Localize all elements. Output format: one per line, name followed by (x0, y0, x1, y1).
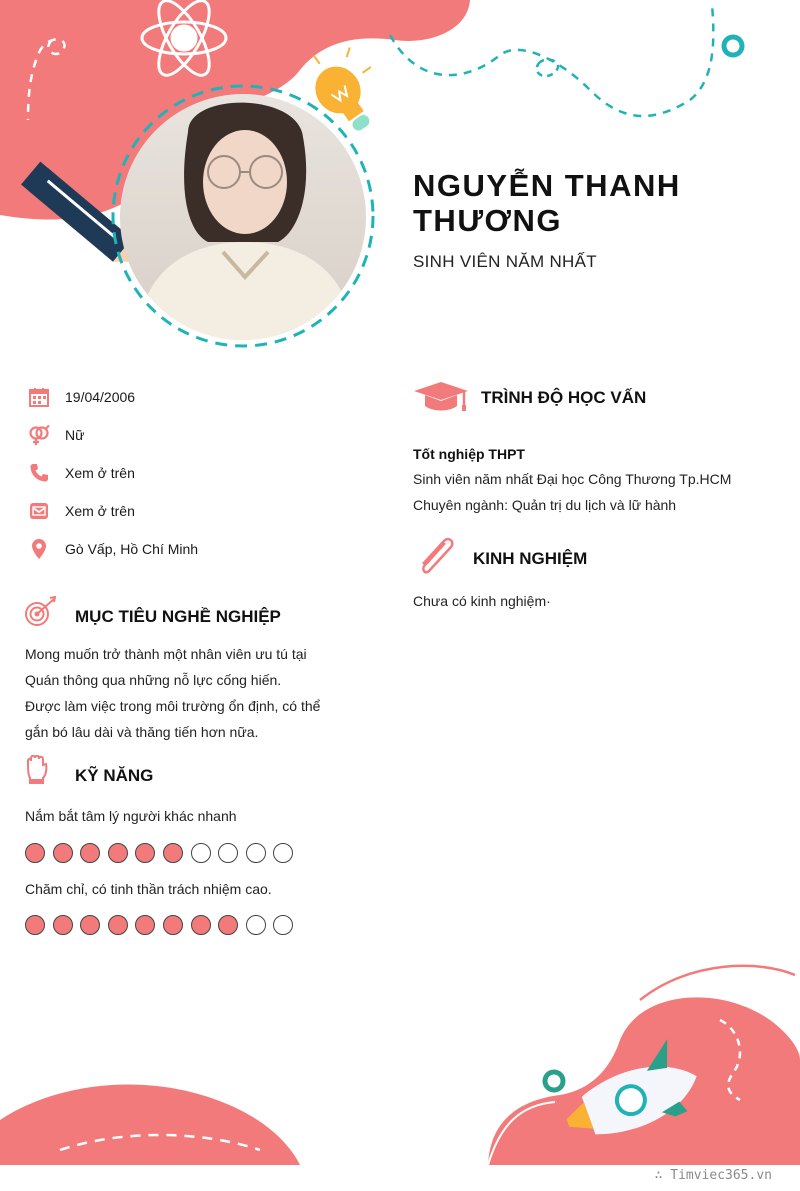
candidate-name: NGUYỄN THANH THƯƠNG (413, 168, 681, 238)
rating-dot-filled (108, 915, 128, 935)
objective-line: Được làm việc trong môi trường ổn định, có thể (25, 698, 321, 714)
watermark: ∴ Timviec365.vn (654, 1168, 772, 1183)
rating-dot-filled (53, 843, 73, 863)
education-title: TRÌNH ĐỘ HỌC VẤN (481, 388, 647, 407)
rating-dot-filled (218, 915, 238, 935)
contact-email (28, 499, 135, 523)
rating-dot-empty (218, 843, 238, 863)
candidate-role: SINH VIÊN NĂM NHẤT (413, 252, 597, 271)
footer-decoration (0, 960, 800, 1191)
rating-dot-filled (80, 915, 100, 935)
skill-label: Nắm bắt tâm lý người khác nhanh (25, 808, 237, 824)
rating-dot-filled (108, 843, 128, 863)
education-line: Chuyên ngành: Quản trị du lịch và lữ hành (413, 497, 677, 513)
rating-dot-empty (191, 843, 211, 863)
objective-line: Quán thông qua những nỗ lực cống hiến. (25, 672, 282, 688)
rating-dot-empty (273, 843, 293, 863)
rating-dot-filled (163, 915, 183, 935)
skill-rating (25, 915, 293, 935)
contact-address (28, 537, 199, 561)
rating-dot-filled (53, 915, 73, 935)
contact-gender (28, 423, 85, 447)
paperclip-icon (415, 537, 459, 579)
contact-birthday (28, 385, 136, 409)
rating-dot-filled (135, 843, 155, 863)
email-icon (28, 500, 50, 522)
rating-dot-empty (246, 843, 266, 863)
objective-text (25, 641, 325, 745)
target-icon (24, 596, 58, 628)
objective-line: Mong muốn trở thành một nhân viên ưu tú tại (25, 646, 307, 662)
fist-icon (25, 755, 49, 785)
objective-line: gắn bó lâu dài và thăng tiến hơn nữa. (25, 724, 259, 740)
location-pin-icon (28, 538, 50, 560)
graduation-cap-icon (413, 380, 469, 414)
skill-label: Chăm chỉ, có tinh thần trách nhiệm cao. (25, 881, 272, 897)
skills-title: KỸ NĂNG (75, 766, 154, 785)
education-line: Sinh viên năm nhất Đại học Công Thương Tp.HCM (413, 471, 732, 487)
rating-dot-filled (163, 843, 183, 863)
email-text: Xem ở trên (65, 503, 135, 519)
rating-dot-filled (135, 915, 155, 935)
gender-text: Nữ (65, 427, 85, 443)
rating-dot-filled (25, 843, 45, 863)
rating-dot-filled (191, 915, 211, 935)
experience-text: Chưa có kinh nghiệm· (413, 593, 551, 609)
address-text: Gò Vấp, Hồ Chí Minh (65, 541, 199, 557)
experience-title: KINH NGHIỆM (473, 549, 588, 568)
phone-text: Xem ở trên (65, 465, 135, 481)
rating-dot-empty (273, 915, 293, 935)
education-details (413, 466, 793, 518)
rating-dot-filled (25, 915, 45, 935)
rating-dot-empty (246, 915, 266, 935)
calendar-icon (28, 386, 50, 408)
rating-dot-filled (80, 843, 100, 863)
contact-phone (28, 461, 135, 485)
education-degree: Tốt nghiệp THPT (413, 446, 525, 462)
gender-icon (28, 424, 50, 446)
birthday-text: 19/04/2006 (65, 389, 136, 405)
avatar (118, 92, 368, 342)
phone-icon (28, 462, 50, 484)
skill-rating (25, 843, 293, 863)
objective-title: MỤC TIÊU NGHỀ NGHIỆP (75, 607, 281, 626)
